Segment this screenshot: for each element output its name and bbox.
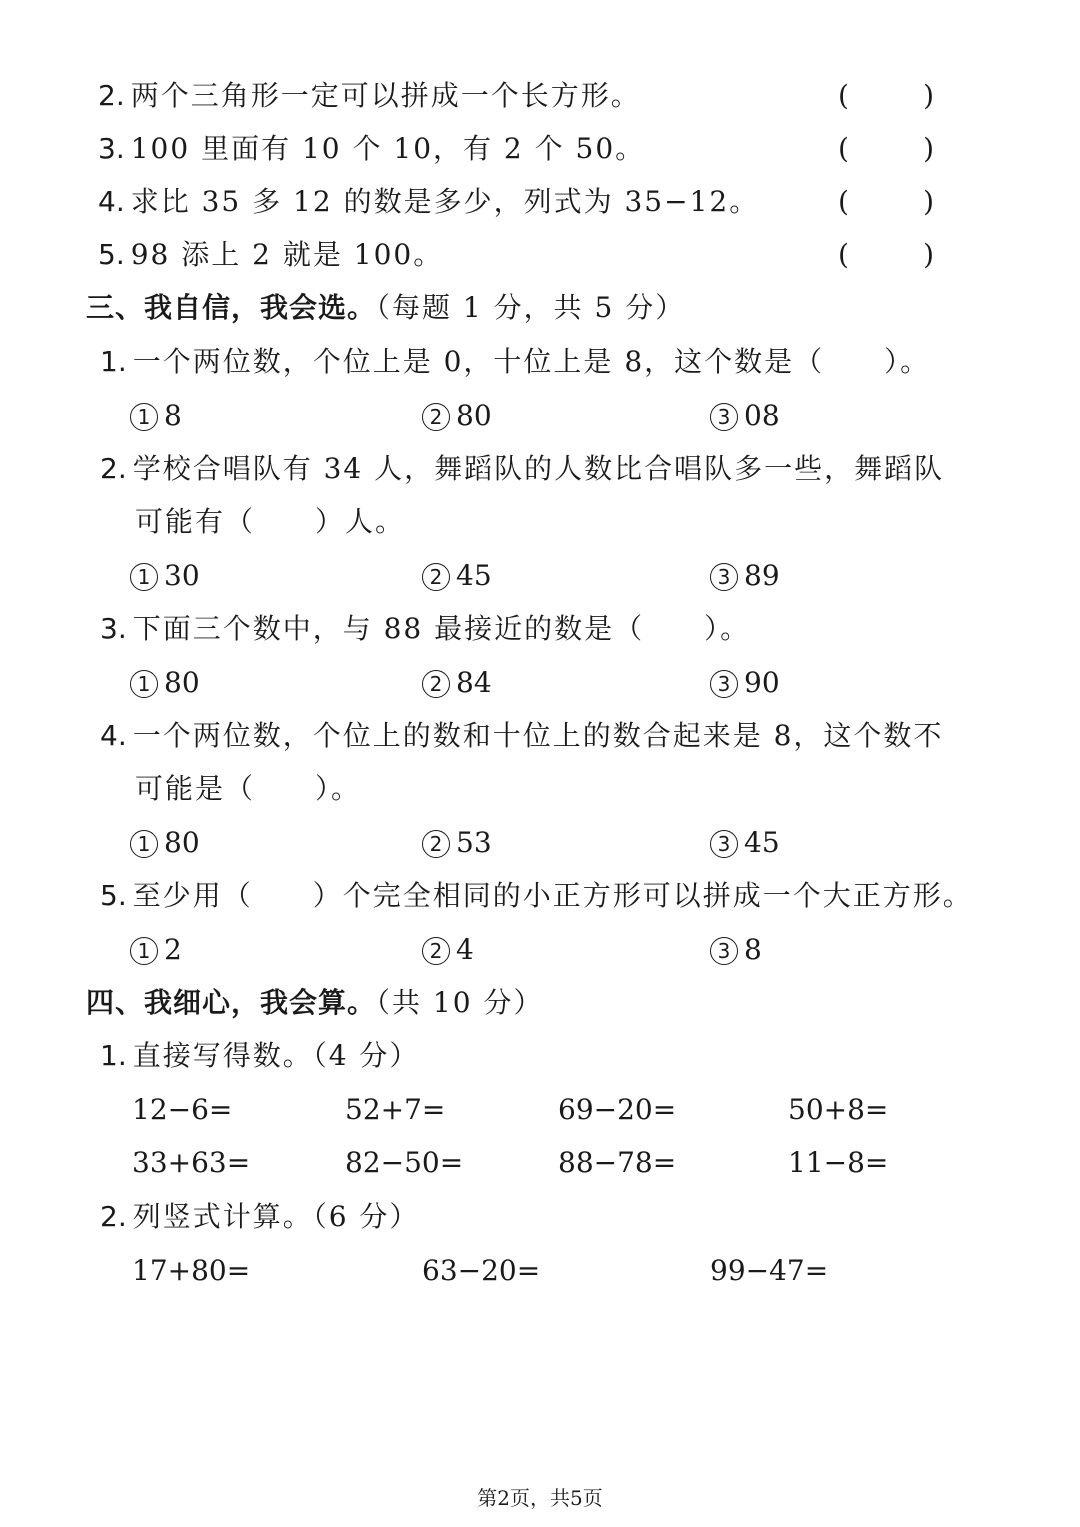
circled-number-icon: 2 — [422, 937, 450, 965]
calc-part-1-title: 1. 直接写得数。（4 分） — [100, 1039, 420, 1072]
option-4-3[interactable]: 3 45 — [710, 823, 780, 863]
page-footer: 第2页，共5页 — [477, 1486, 603, 1510]
circled-number-icon: 1 — [130, 670, 158, 698]
option-3-1[interactable]: 1 80 — [130, 663, 200, 703]
option-2-2[interactable]: 2 45 — [422, 556, 492, 596]
option-1-3[interactable]: 3 08 — [710, 396, 780, 436]
circled-number-icon: 1 — [130, 830, 158, 858]
option-5-2[interactable]: 2 4 — [422, 930, 474, 970]
oral-calc-item[interactable]: 50+8= — [788, 1093, 889, 1126]
oral-calc-item[interactable]: 82−50= — [345, 1146, 464, 1179]
oral-calc-item[interactable]: 33+63= — [132, 1146, 251, 1179]
option-2-1[interactable]: 1 30 — [130, 556, 200, 596]
calc-part-2-title: 2. 列竖式计算。（6 分） — [100, 1200, 420, 1233]
option-3-3[interactable]: 3 90 — [710, 663, 780, 703]
vertical-calc-item[interactable]: 99−47= — [710, 1254, 829, 1287]
circled-number-icon: 3 — [710, 563, 738, 591]
option-1-2[interactable]: 2 80 — [422, 396, 492, 436]
option-1-1[interactable]: 1 8 — [130, 396, 182, 436]
section4-heading: 四、我细心，我会算。（共 10 分） — [86, 986, 544, 1019]
section3-heading: 三、我自信，我会选。（每题 1 分，共 5 分） — [86, 291, 686, 324]
circled-number-icon: 3 — [710, 937, 738, 965]
circled-number-icon: 3 — [710, 830, 738, 858]
option-4-2[interactable]: 2 53 — [422, 823, 492, 863]
judge-item-4: 4. 求比 35 多 12 的数是多少，列式为 35−12。 — [98, 185, 760, 218]
choice-question-3: 3. 下面三个数中，与 88 最接近的数是（ ）。 — [100, 612, 751, 645]
oral-calc-item[interactable]: 11−8= — [788, 1146, 889, 1179]
circled-number-icon: 2 — [422, 403, 450, 431]
choice-question-2: 2. 学校合唱队有 34 人，舞蹈队的人数比合唱队多一些，舞蹈队 — [100, 452, 945, 485]
oral-calc-item[interactable]: 69−20= — [558, 1093, 677, 1126]
choice-question-4-cont: 可能是（ ）。 — [135, 772, 362, 805]
choice-question-2-cont: 可能有（ ）人。 — [135, 505, 406, 538]
circled-number-icon: 2 — [422, 830, 450, 858]
choice-question-5: 5. 至少用（ ）个完全相同的小正方形可以拼成一个大正方形。 — [100, 879, 973, 912]
circled-number-icon: 2 — [422, 563, 450, 591]
judge-item-5: 5. 98 添上 2 就是 100。 — [98, 238, 444, 271]
circled-number-icon: 3 — [710, 403, 738, 431]
oral-calc-item[interactable]: 52+7= — [345, 1093, 446, 1126]
oral-calc-item[interactable]: 88−78= — [558, 1146, 677, 1179]
judge-item-2: 2. 两个三角形一定可以拼成一个长方形。 — [98, 79, 641, 112]
circled-number-icon: 2 — [422, 670, 450, 698]
choice-question-4: 4. 一个两位数，个位上的数和十位上的数合起来是 8，这个数不 — [100, 719, 944, 752]
option-2-3[interactable]: 3 89 — [710, 556, 780, 596]
choice-question-1: 1. 一个两位数，个位上是 0，十位上是 8，这个数是（ ）。 — [100, 345, 931, 378]
judge-item-3: 3. 100 里面有 10 个 10，有 2 个 50。 — [98, 132, 646, 165]
option-5-3[interactable]: 3 8 — [710, 930, 762, 970]
circled-number-icon: 3 — [710, 670, 738, 698]
option-3-2[interactable]: 2 84 — [422, 663, 492, 703]
vertical-calc-item[interactable]: 63−20= — [422, 1254, 541, 1287]
oral-calc-item[interactable]: 12−6= — [132, 1093, 233, 1126]
circled-number-icon: 1 — [130, 403, 158, 431]
option-5-1[interactable]: 1 2 — [130, 930, 182, 970]
option-4-1[interactable]: 1 80 — [130, 823, 200, 863]
circled-number-icon: 1 — [130, 563, 158, 591]
vertical-calc-item[interactable]: 17+80= — [132, 1254, 251, 1287]
circled-number-icon: 1 — [130, 937, 158, 965]
